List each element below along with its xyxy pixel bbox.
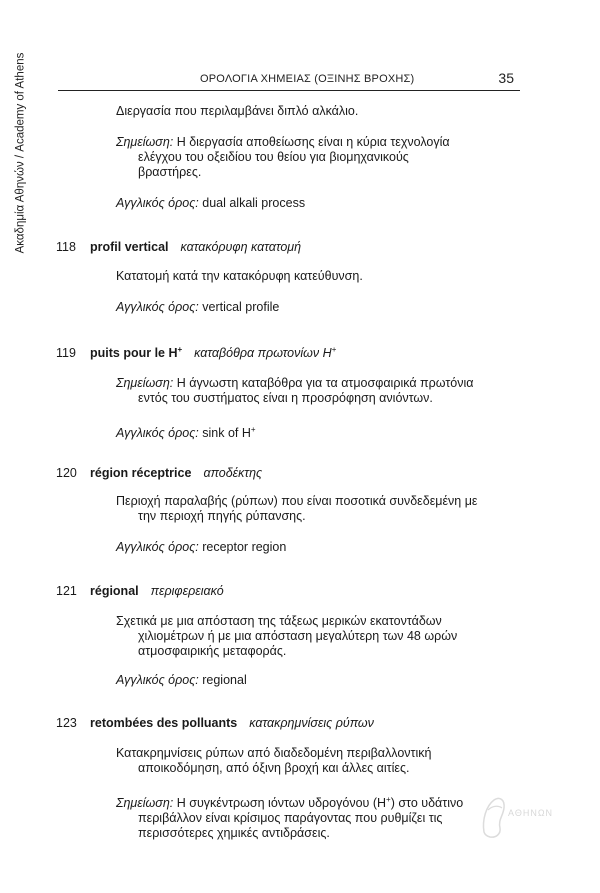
side-text: Ακαδημία Αθηνών / Academy of Athens <box>14 52 27 253</box>
entry-definition-121: Σχετικά με μια απόσταση της τάξεως μερικών εκατοντάδων χιλιομέτρων ή με μια απόσταση μεγαλύτερη των 48 ωρών ατμοσφαιρικής μεταφοράς. <box>116 614 458 658</box>
entry-heading-120: 120 région réceptrice αποδέκτης <box>56 466 263 480</box>
entry-english-term-119: Αγγλικός όρος: sink of H+ <box>116 425 256 441</box>
entry-heading-123: 123 retombées des polluants κατακρημνίσεις ρύπων <box>56 716 374 730</box>
side-watermark <box>10 45 30 260</box>
entry-heading-118: 118 profil vertical κατακόρυφη κατατομή <box>56 240 302 254</box>
header-title: ΟΡΟΛΟΓΙΑ ΧΗΜΕΙΑΣ (ΟΞΙΝΗΣ ΒΡΟΧΗΣ) <box>200 73 415 85</box>
entry-english-term-118: Αγγλικός όρος: vertical profile <box>116 300 280 314</box>
top-definition: Διεργασία που περιλαμβάνει διπλό αλκάλιο. <box>116 104 359 118</box>
entry-definition-118: Κατατομή κατά την κατακόρυφη κατεύθυνση. <box>116 269 363 283</box>
entry-heading-119: 119 puits pour le H+ καταβόθρα πρωτονίων Η+ <box>56 345 337 361</box>
athena-head-icon <box>478 792 508 840</box>
watermark-text: ΑΘΗΝΩΝ <box>508 808 554 818</box>
top-english-term: Αγγλικός όρος: dual alkali process <box>116 196 306 210</box>
page-number: 35 <box>498 70 514 86</box>
top-note: Σημείωση: Η διεργασία αποθείωσης είναι η κύρια τεχνολογία ελέγχου του οξειδίου του θείου για βιομηχανικούς βραστήρες. <box>116 135 450 179</box>
entry-note-123: Σημείωση: Η συγκέντρωση ιόντων υδρογόνου (Η+) στο υδάτινο περιβάλλον είναι κρίσιμος παράγοντας που ρυθμίζει τις περισσότερες χημικές αντιδράσεις. <box>116 795 464 841</box>
entry-english-term-120: Αγγλικός όρος: receptor region <box>116 540 287 554</box>
entry-definition-123: Κατακρημνίσεις ρύπων από διαδεδομένη περιβαλλοντική αποικοδόμηση, από όξινη βροχή και άλλες αιτίες. <box>116 746 432 775</box>
page-header <box>58 70 520 91</box>
entry-english-term-121: Αγγλικός όρος: regional <box>116 673 247 687</box>
academy-watermark <box>478 792 568 842</box>
entry-heading-121: 121 régional περιφερειακό <box>56 584 224 598</box>
entry-note-119: Σημείωση: Η άγνωστη καταβόθρα για τα ατμοσφαιρικά πρωτόνια εντός του συστήματος είναι η προσρόφηση ανιόντων. <box>116 376 474 405</box>
entry-definition-120: Περιοχή παραλαβής (ρύπων) που είναι ποσοτικά συνδεδεμένη με την περιοχή πηγής ρύπανσης. <box>116 494 478 523</box>
